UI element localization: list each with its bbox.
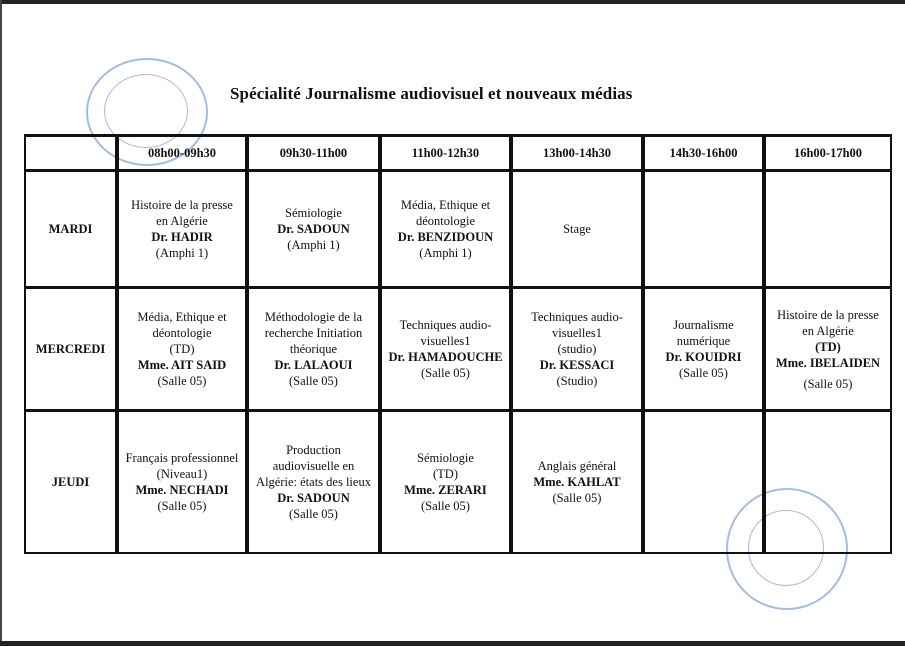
teacher-name: Mme. AIT SAID [137, 358, 227, 372]
course-cell [382, 412, 509, 552]
room-label: (Salle 05) [803, 376, 853, 391]
course-cell [382, 289, 509, 409]
course-line: (Niveau1) [156, 467, 208, 481]
room-label: (Amphi 1) [287, 238, 340, 252]
course-cell [249, 289, 378, 409]
course-cell [119, 412, 245, 552]
course-cell [645, 412, 762, 552]
course-cell [382, 172, 509, 286]
course-line: Histoire de la presse [777, 307, 879, 322]
course-line: (TD) [815, 339, 841, 354]
teacher-name: Mme. NECHADI [135, 483, 229, 497]
time-slot-header: 08h00-09h30 [147, 146, 217, 160]
scan-frame-left [0, 0, 2, 646]
time-slot-header: 09h30-11h00 [279, 146, 348, 160]
course-line: (TD) [433, 467, 458, 481]
room-label: (Salle 05) [421, 366, 470, 380]
teacher-name: Dr. KOUIDRI [665, 350, 742, 364]
course-line: déontologie [152, 326, 212, 340]
course-cell [249, 412, 378, 552]
course-line: Stage [563, 222, 591, 236]
scan-frame-top [0, 0, 905, 4]
teacher-name: Dr. HAMADOUCHE [388, 350, 503, 364]
room-label: (Salle 05) [289, 507, 338, 521]
course-cell [645, 172, 762, 286]
course-cell [249, 172, 378, 286]
teacher-name: Dr. HADIR [151, 230, 213, 244]
course-cell [119, 172, 245, 286]
course-line: Techniques audio- [531, 310, 623, 324]
room-label: (Salle 05) [157, 374, 207, 388]
time-slot-header: 13h00-14h30 [542, 146, 612, 160]
course-cell [513, 172, 641, 286]
course-line: déontologie [415, 214, 475, 228]
course-line: Sémiologie [417, 451, 474, 465]
teacher-name: Dr. BENZIDOUN [397, 230, 494, 244]
teacher-name: Dr. SADOUN [277, 491, 350, 505]
schedule-title: Spécialité Journalisme audiovisuel et nouveaux médias [230, 84, 633, 103]
course-line: numérique [676, 334, 731, 348]
teacher-name: Dr. SADOUN [277, 222, 350, 236]
course-line: Algérie: états des lieux [256, 475, 371, 489]
course-line: en Algérie [156, 214, 208, 228]
day-label: MARDI [48, 222, 93, 236]
timetable [24, 134, 892, 554]
course-cell [645, 289, 762, 409]
course-cell [513, 289, 641, 409]
teacher-name: Mme. IBELAIDEN [775, 355, 881, 370]
time-slot-header: 14h30-16h00 [669, 146, 738, 160]
room-label: (Salle 05) [157, 499, 207, 513]
course-line: Média, Ethique et [137, 310, 227, 324]
header-corner [26, 137, 115, 169]
course-line: Français professionnel [125, 451, 239, 465]
teacher-name: Dr. LALAOUI [274, 358, 353, 372]
course-line: théorique [289, 342, 338, 356]
course-cell [119, 289, 245, 409]
course-line: visuelles1 [420, 334, 471, 348]
course-line: en Algérie [802, 323, 854, 338]
course-line: Journalisme [673, 318, 734, 332]
room-label: (Salle 05) [679, 366, 728, 380]
scan-frame-bottom [0, 641, 905, 646]
course-line: (TD) [169, 342, 195, 356]
course-line: Média, Ethique et [400, 198, 491, 212]
course-line: (studio) [557, 342, 597, 356]
room-label: (Studio) [556, 374, 598, 388]
time-slot-header: 11h00-12h30 [411, 146, 480, 160]
day-label: JEUDI [51, 475, 90, 489]
room-label: (Amphi 1) [419, 246, 472, 260]
course-line: Anglais général [537, 459, 617, 473]
course-cell [766, 412, 890, 552]
course-line: recherche Initiation [264, 326, 363, 340]
course-line: audiovisuelle en [272, 459, 355, 473]
room-label: (Salle 05) [552, 491, 602, 505]
course-cell [766, 172, 890, 286]
course-line: Sémiologie [285, 206, 342, 220]
day-label: MERCREDI [35, 342, 106, 356]
teacher-name: Mme. ZERARI [404, 483, 487, 497]
time-slot-header: 16h00-17h00 [793, 146, 863, 160]
teacher-name: Dr. KESSACI [539, 358, 615, 372]
room-label: (Salle 05) [421, 499, 470, 513]
room-label: (Amphi 1) [155, 246, 209, 260]
course-cell [766, 289, 890, 409]
course-line: Techniques audio- [399, 318, 492, 332]
course-line: Histoire de la presse [131, 198, 233, 212]
course-line: Méthodologie de la [264, 310, 363, 324]
teacher-name: Mme. KAHLAT [533, 475, 621, 489]
course-cell [513, 412, 641, 552]
room-label: (Salle 05) [289, 374, 338, 388]
course-line: visuelles1 [552, 326, 602, 340]
course-line: Production [286, 443, 341, 457]
